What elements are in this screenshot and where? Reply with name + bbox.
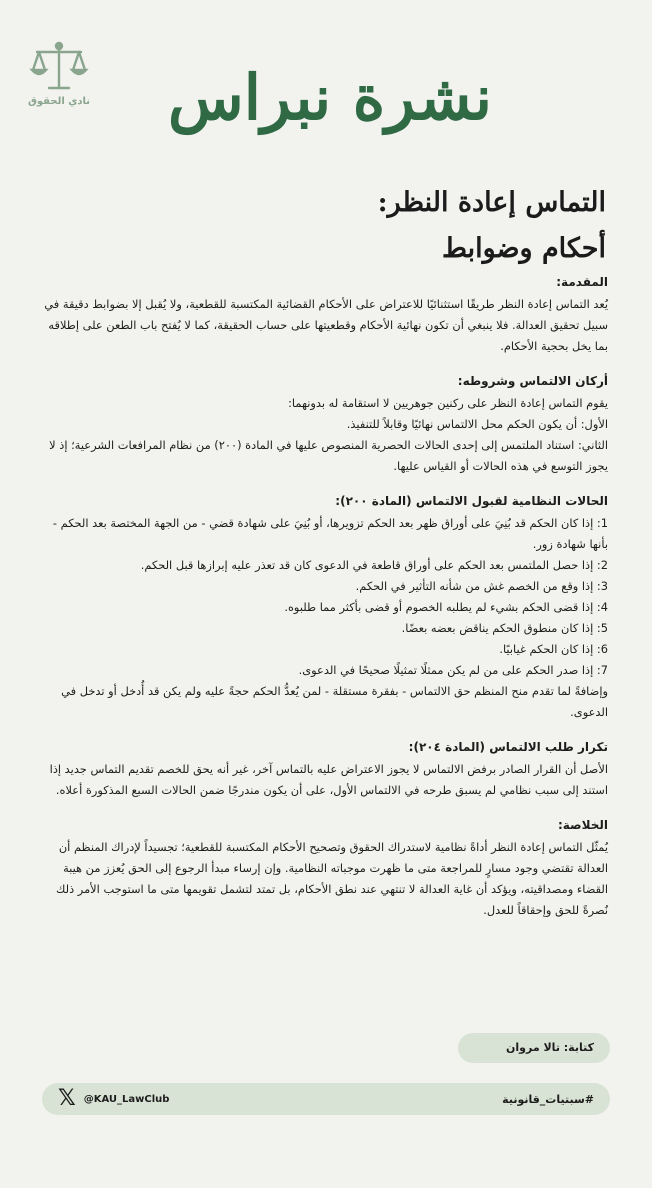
intro-body: يُعد التماس إعادة النظر طريقًا استثنائيًا للاعتراض على الأحكام القضائية المكتسبة للقطعية، ولا يُقبل إلا بضوابط دقيقة في سبيل تحقيق العدالة. فلا ينبغي أن تكون نهائية الأحكام وقطعيتها على حساب الحقيقة، كما لا يُفتح باب الطعن على إطلاقه بما يخل بحجية الأحكام. — [44, 297, 608, 353]
case-item: 5: إذا كان منطوق الحكم يناقض بعضه بعضًا. — [401, 621, 608, 635]
pillars-heading: أركان الالتماس وشروطه: — [457, 374, 608, 388]
article-body — [42, 272, 608, 935]
logo-text: نادي الحقوق — [27, 96, 91, 107]
case-item: 7: إذا صدر الحكم على من لم يكن ممثلًا تمثيلًا صحيحًا في الدعوى. — [298, 663, 608, 677]
social-link[interactable] — [58, 1088, 169, 1110]
newsletter-title: نشرة نبراس — [168, 61, 492, 134]
x-logo-icon: 𝕏 — [58, 1086, 76, 1111]
pillars-line: الأول: أن يكون الحكم محل الالتماس نهائيًا وقابلاً للتنفيذ. — [346, 417, 608, 431]
social-handle[interactable]: @KAU_LawClub — [83, 1093, 170, 1105]
conclusion-heading: الخلاصة: — [557, 818, 608, 832]
case-item: 4: إذا قضى الحكم بشيء لم يطلبه الخصوم أو قضى بأكثر مما طلبوه. — [284, 600, 608, 614]
author-badge: كتابة: تالا مروان — [458, 1033, 610, 1063]
repeat-section — [42, 737, 608, 801]
scales-icon — [29, 40, 89, 94]
cases-heading: الحالات النظامية لقبول الالتماس (المادة ٢٠٠): — [335, 494, 608, 508]
case-item: 6: إذا كان الحكم غيابيًا. — [499, 642, 608, 656]
intro-section — [42, 272, 608, 357]
article-title-line1: التماس إعادة النظر: — [377, 187, 606, 218]
footer-bar — [42, 1083, 610, 1115]
article-title — [46, 180, 606, 272]
case-item: 3: إذا وقع من الخصم غش من شأنه التأثير في الحكم. — [355, 579, 608, 593]
hashtag[interactable]: #سبتيات_قانونية — [502, 1092, 594, 1106]
cases-section — [42, 491, 608, 723]
case-item: 2: إذا حصل الملتمس بعد الحكم على أوراق قاطعة في الدعوى كان قد تعذر عليه إبرازها قبل الحكم. — [140, 558, 608, 572]
cases-addition: وإضافةً لما تقدم منح المنظم حق الالتماس - بفقرة مستقلة - لمن يُعدُّ الحكم حجةً عليه ولم يكن قد أُدخل أو تدخل في الدعوى. — [61, 684, 608, 719]
article-title-line2: أحكام وضوابط — [441, 233, 606, 264]
pillars-line: يقوم التماس إعادة النظر على ركنين جوهريين لا استقامة له بدونهما: — [288, 396, 608, 410]
repeat-heading: تكرار طلب الالتماس (المادة ٢٠٤): — [408, 740, 608, 754]
repeat-body: الأصل أن القرار الصادر برفض الالتماس لا يجوز الاعتراض عليه بالتماس آخر، غير أنه يحق للخصم تقديم التماس جديد إذا استند إلى سبب نظامي لم يسبق طرحه في الالتماس الأول، على أن يكون مندرجًا ضمن الحالات السبع المذكورة أعلاه. — [49, 762, 608, 797]
conclusion-section — [42, 815, 608, 921]
pillars-line: الثاني: استناد الملتمس إلى إحدى الحالات الحصرية المنصوص عليها في المادة (٢٠٠) من نظام المرافعات الشرعية؛ إذ لا يجوز التوسع في هذه الحالات أو القياس عليها. — [49, 438, 608, 473]
intro-heading: المقدمة: — [556, 275, 608, 289]
conclusion-body: يُمثّل التماس إعادة النظر أداةً نظامية لاستدراك الحقوق وتصحيح الأحكام المكتسبة للقطعية؛ تجسيداً لإدراك المنظم أن العدالة تقتضي وجود مسارٍ للمراجعة متى ما ظهرت موجباته النظامية. وإن إرساء مبدأ الرجوع إلى الحق يُعزز من هيبة القضاء ومصداقيته، ويؤكد أن غاية العدالة لا تنتهي عند نطق الأحكام، بل تمتد لتشمل تقويمها متى ما استوجب الأمر ذلك نُصرةً للحق وإحقاقاً للعدل. — [56, 840, 608, 917]
club-logo — [24, 40, 94, 112]
case-item: 1: إذا كان الحكم قد بُنِيَ على أوراق ظهر بعد الحكم تزويرها، أو بُنِيَ على شهادة قضي - من الجهة المختصة بعد الحكم - بأنها شهادة زور. — [52, 516, 608, 551]
pillars-section — [42, 371, 608, 477]
